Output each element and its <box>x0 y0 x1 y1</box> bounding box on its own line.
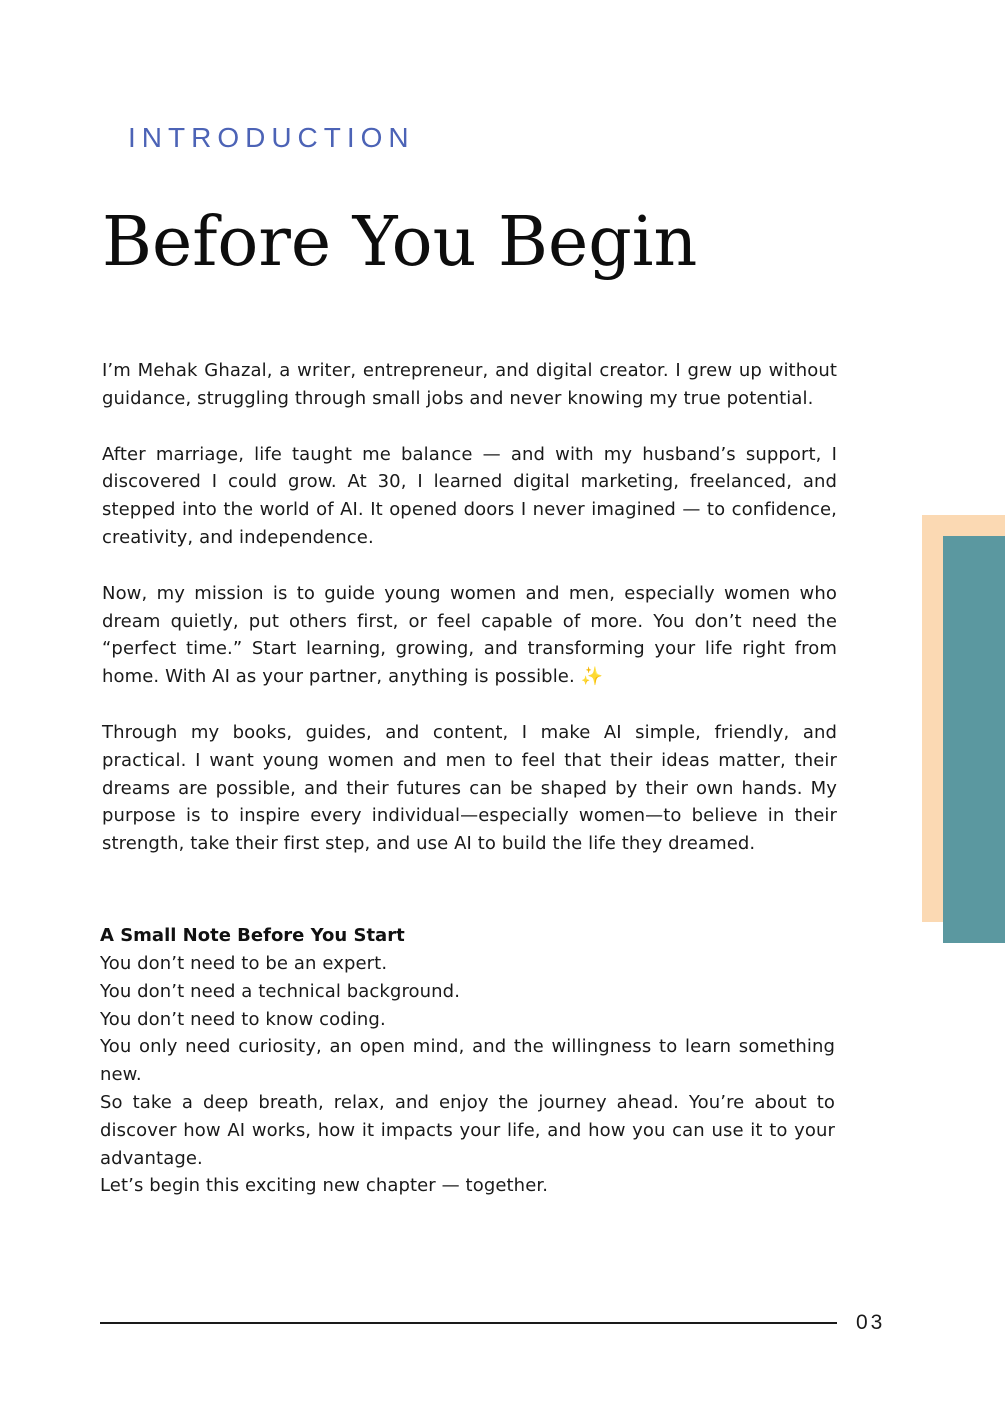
note-line-1: You don’t need to be an expert. <box>100 953 388 974</box>
note-line-6: Let’s begin this exciting new chapter — together. <box>100 1175 549 1197</box>
small-note-section <box>100 922 835 1200</box>
intro-paragraph-4: Through my books, guides, and content, I make AI simple, friendly, and practical. I want young women and men to feel that their ideas matter, their dreams are possible, and their futures can be shaped by their own hands. My purpose is to inspire every individual—especially women—to believe in their strength, take their first step, and use AI to build the life they dreamed. <box>102 721 837 855</box>
page-number: 03 <box>856 1311 886 1334</box>
sparkle-icon: ✨ <box>580 666 604 688</box>
intro-paragraph-2: After marriage, life taught me balance — and with my husband’s support, I discovered I could grow. At 30, I learned digital marketing, freelanced, and stepped into the world of AI. It opened doors I never imagined — to confidence, creativity, and independence. <box>102 443 837 548</box>
decorative-teal-block <box>943 536 1005 943</box>
note-line-5: So take a deep breath, relax, and enjoy the journey ahead. You’re about to discover how AI works, how it impacts your life, and how you can use it to your advantage. <box>100 1091 835 1169</box>
note-line-3: You don’t need to know coding. <box>100 1008 386 1030</box>
intro-paragraph-3-text: Now, my mission is to guide young women and men, especially women who dream quietly, put others first, or feel capable of more. You don’t need the “perfect time.” Start learning, growing, and transforming your life right from home. With AI as your partner, anything is possible. <box>102 582 837 688</box>
page-title: Before You Begin <box>102 203 698 282</box>
note-line-4: You only need curiosity, an open mind, and the willingness to learn something new. <box>100 1036 835 1086</box>
note-heading: A Small Note Before You Start <box>100 925 405 946</box>
footer-divider <box>100 1322 837 1324</box>
section-label: INTRODUCTION <box>128 122 415 153</box>
note-line-2: You don’t need a technical background. <box>100 980 461 1002</box>
intro-body <box>102 357 837 886</box>
intro-paragraph-1: I’m Mehak Ghazal, a writer, entrepreneur, and digital creator. I grew up without guidance, struggling through small jobs and never knowing my true potential. <box>102 360 837 409</box>
intro-paragraph-3 <box>102 580 837 691</box>
